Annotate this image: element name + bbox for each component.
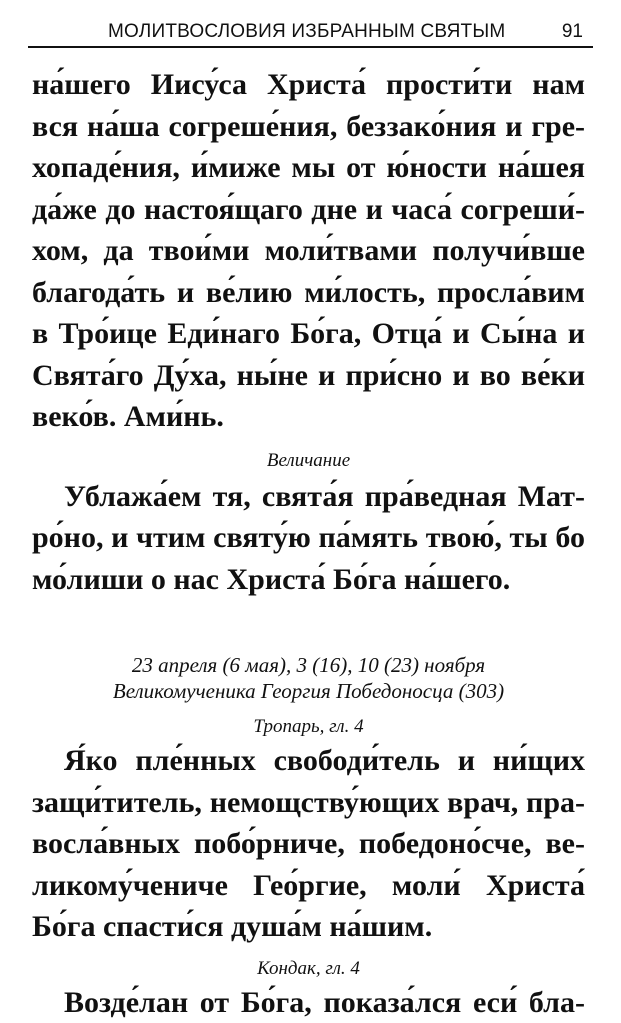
prayer-continuation [32,64,585,438]
text-line: да́же до настоя́щаго дне и часа́ согреши́- [32,189,585,231]
page-number: 91 [562,21,583,46]
text-line: мо́лиши о нас Христа́ Бо́га на́шего. [32,559,585,601]
running-title: МОЛИТВОСЛОВИЯ ИЗБРАННЫМ СВЯТЫМ [108,21,505,46]
text-line: защи́титель, немощству́ющих врач, пра- [32,782,585,824]
text-line: ро́но, и чтим святу́ю па́мять твою́, ты бо [32,517,585,559]
text-line: на́шего Иису́са Христа́ прости́ти нам [32,64,585,106]
text-line: хопаде́ния, и́миже мы от ю́ности на́шея [32,147,585,189]
magnification-text [32,476,585,601]
text-line: Возде́лан от Бо́га, показа́лся еси́ бла- [32,982,585,1023]
text-line: благода́ть и ве́лию ми́лость, просла́вим [32,272,585,314]
kontakion-text [32,982,585,1023]
text-line: Свята́го Ду́ха, ны́не и при́сно и во ве́ки [32,355,585,397]
page-body [32,64,585,1023]
text-line: Ублажа́ем тя, свята́я пра́ведная Мат- [32,476,585,518]
troparion-text [32,740,585,948]
text-line: вся на́ша согреше́ния, беззако́ния и гре- [32,106,585,148]
text-line: хом, да твои́ми моли́твами получи́вше [32,230,585,272]
text-line: Я́ко пле́нных свободи́тель и ни́щих [32,740,585,782]
feast-date: 23 апреля (6 мая), 3 (16), 10 (23) ноября [32,652,585,678]
kontakion-label: Кондак, гл. 4 [32,958,585,980]
text-line: ликому́чениче Гео́ргие, моли́ Христа́ [32,865,585,907]
running-header [28,18,593,48]
magnification-label: Величание [32,450,585,472]
troparion-label: Тропарь, гл. 4 [32,716,585,738]
text-line: Бо́га спасти́ся душа́м на́шим. [32,906,585,948]
text-line: воcла́вных побо́рниче, победоно́сче, ве- [32,823,585,865]
text-line: веко́в. Ами́нь. [32,396,585,438]
text-line: в Тро́ице Еди́наго Бо́га, Отца́ и Сы́на и [32,313,585,355]
saint-name: Великомученика Георгия Победоносца (303) [32,678,585,704]
